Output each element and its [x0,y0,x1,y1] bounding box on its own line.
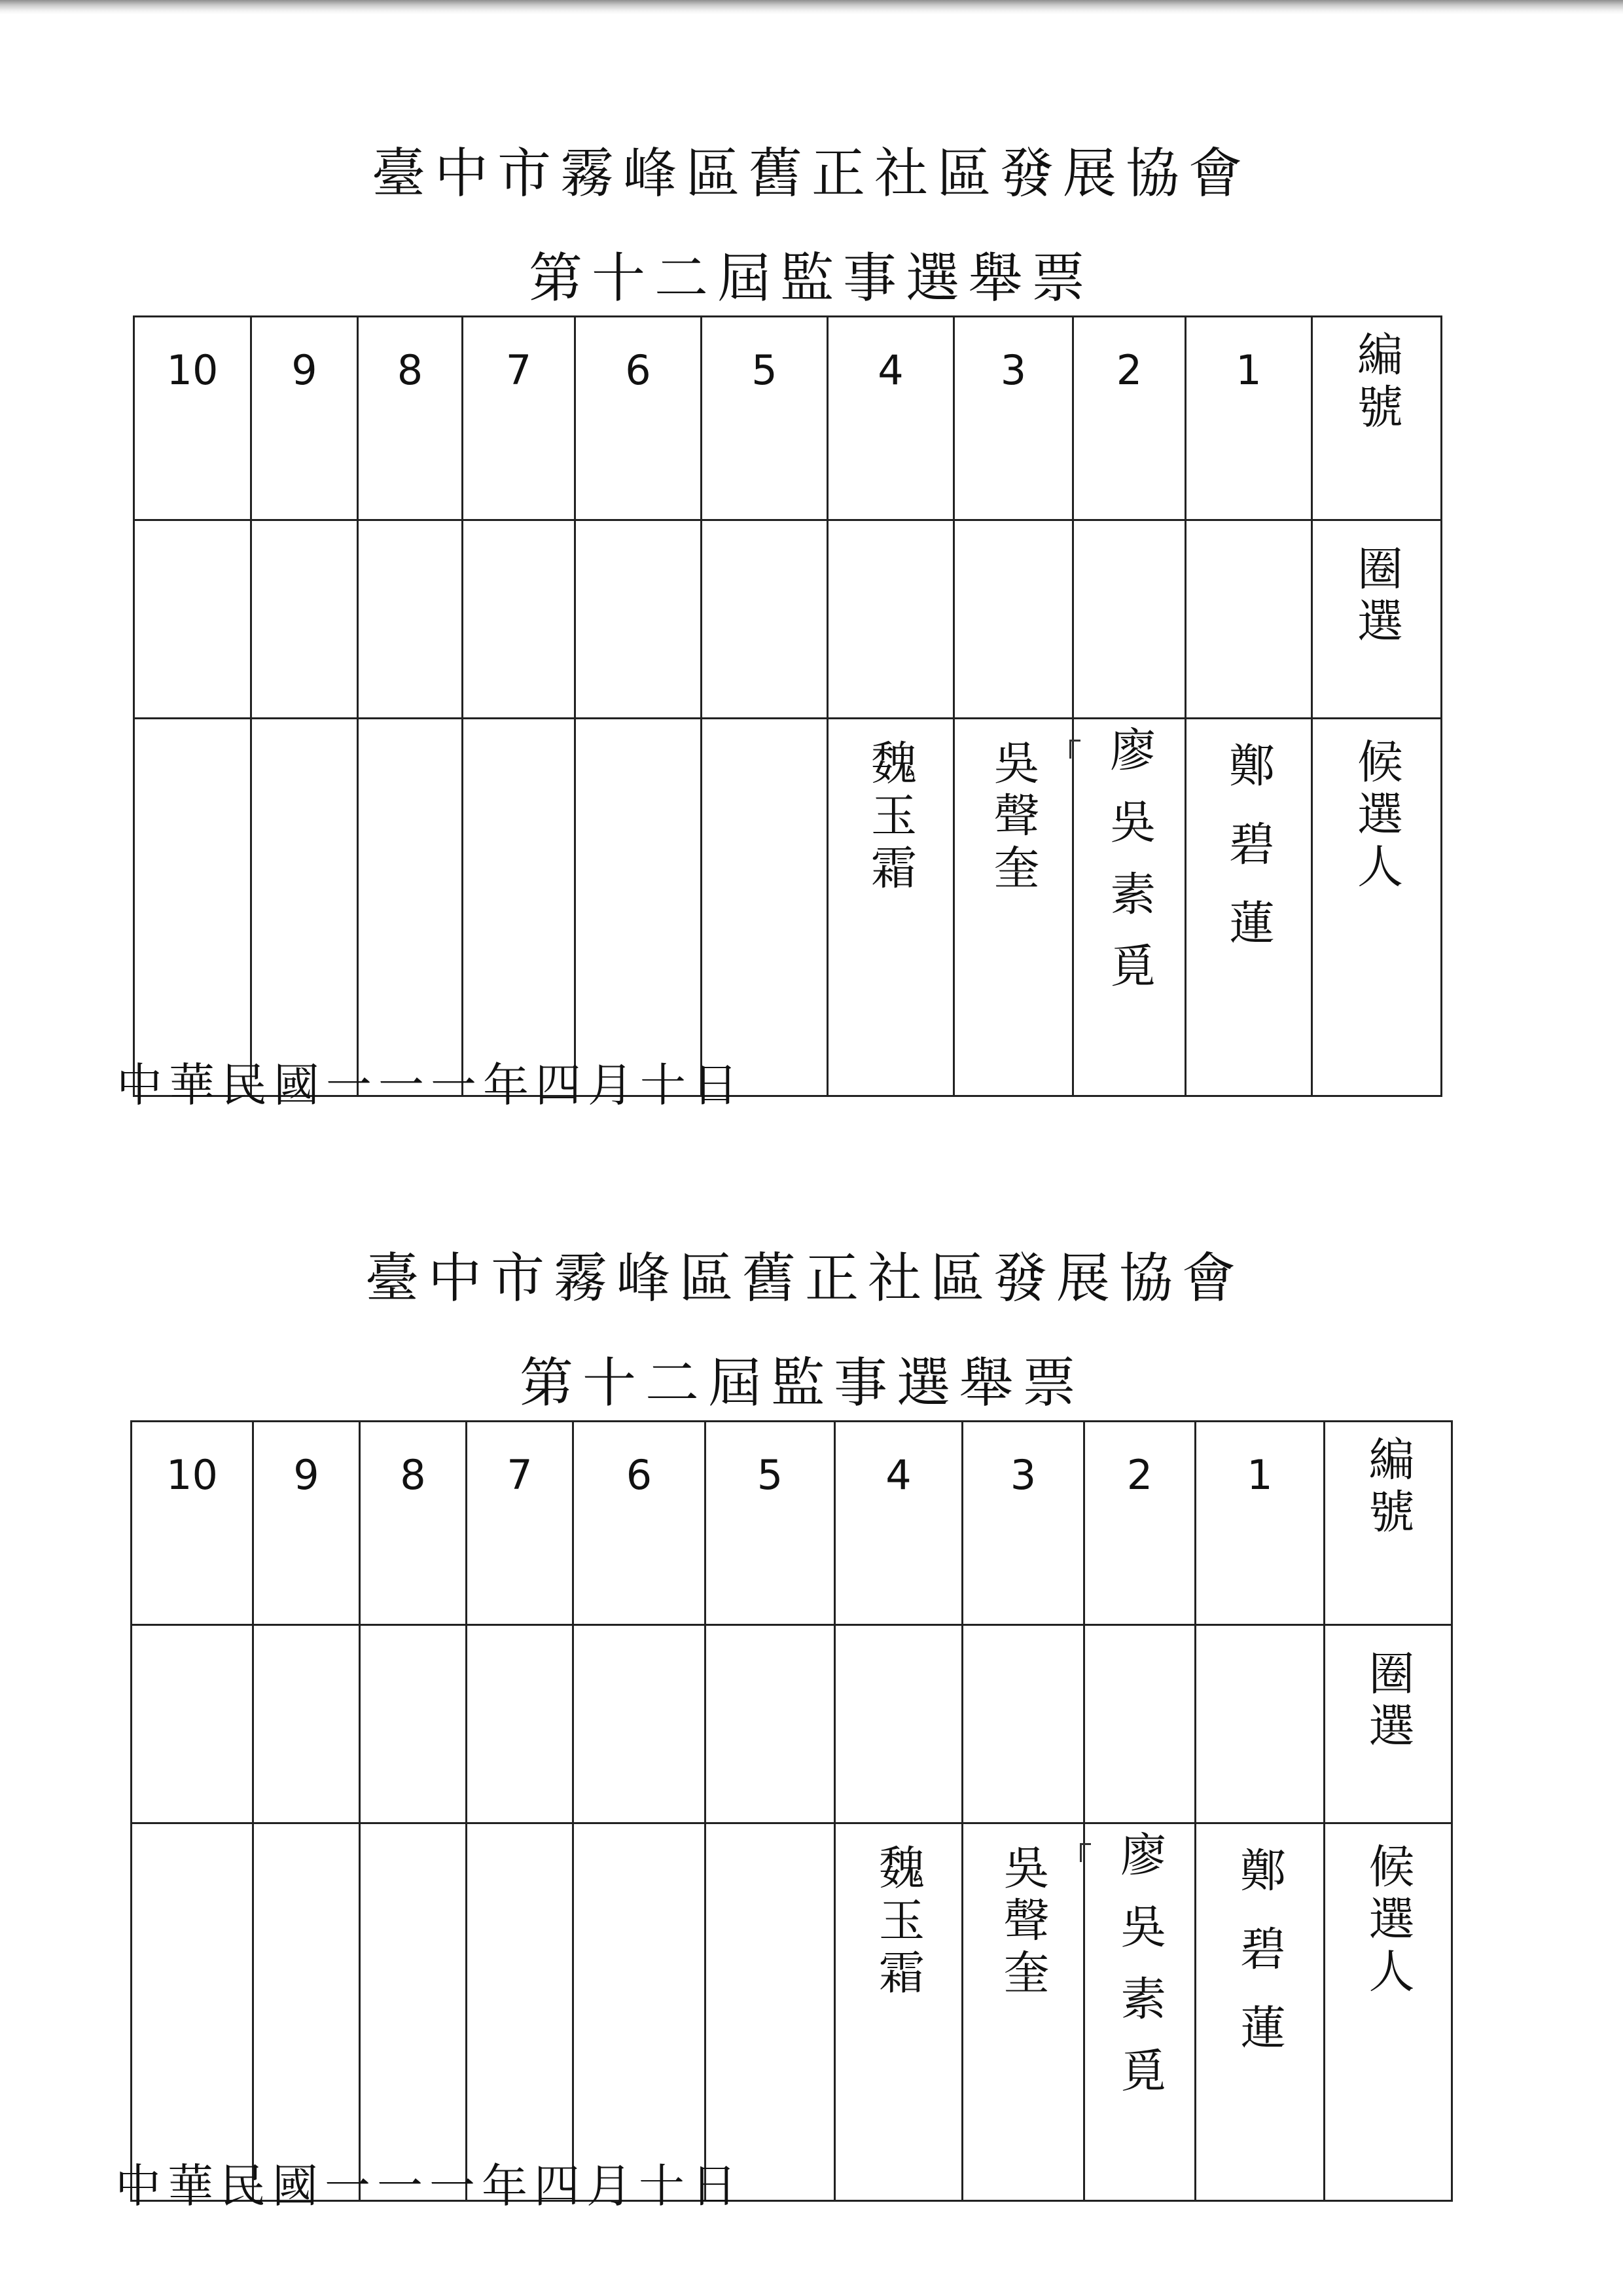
ballot-title: 第十二屆監事選舉票 [528,247,1094,310]
column-number-7: 7 [467,1422,573,1625]
column-number-7: 7 [463,317,575,520]
column-number-5: 5 [705,1422,835,1625]
candidate-cell-2 [1073,719,1186,1096]
number-row-label [1312,317,1442,520]
candidate-cell-9 [251,719,358,1096]
ballot-date: 中華民國一一一年四月十日 [116,1058,745,1112]
circle-box-9[interactable] [251,520,358,719]
ballot-table [133,315,1442,1097]
circle-box-4[interactable] [835,1625,963,1823]
candidate-name-2: 廖吳素覓 [1102,726,1156,1014]
circle-box-6[interactable] [575,520,702,719]
column-number-3: 3 [954,317,1073,520]
column-number-4: 4 [828,317,954,520]
candidate-name-1: 鄭碧蓮 [1221,742,1275,977]
column-number-6: 6 [575,317,702,520]
ballot-table [130,1420,1453,2202]
number-label-text: 編號 [1361,1435,1415,1540]
column-number-9: 9 [251,317,358,520]
circle-box-3[interactable] [963,1625,1084,1823]
circle-box-10[interactable] [134,520,251,719]
candidate-name-2: 廖吳素覓 [1113,1831,1167,2119]
column-number-3: 3 [963,1422,1084,1625]
circle-box-3[interactable] [954,520,1073,719]
candidate-row [132,1823,1452,2201]
circle-box-9[interactable] [253,1625,360,1823]
number-row [134,317,1442,520]
circle-box-1[interactable] [1196,1625,1325,1823]
circle-box-8[interactable] [360,1625,467,1823]
number-label-text: 編號 [1349,331,1404,435]
candidate-cell-10 [132,1823,253,2201]
ballot-date: 中華民國一一一年四月十日 [115,2159,743,2213]
column-number-9: 9 [253,1422,360,1625]
candidate-cell-1 [1186,719,1312,1096]
candidate-cell-3 [963,1823,1084,2201]
ballot-sheet-1 [0,0,1623,1112]
candidate-cell-10 [134,719,251,1096]
column-number-1: 1 [1186,317,1312,520]
candidate-cell-6 [573,1823,705,2201]
candidate-label-text: 候選人 [1361,1842,1415,2000]
column-number-2: 2 [1073,317,1186,520]
candidate-cell-8 [358,719,463,1096]
candidate-cell-9 [253,1823,360,2201]
candidate-name-4: 魏玉霜 [871,1844,925,2001]
circle-box-7[interactable] [463,520,575,719]
number-row [132,1422,1452,1625]
circle-box-1[interactable] [1186,520,1312,719]
column-number-6: 6 [573,1422,705,1625]
circle-box-2[interactable] [1084,1625,1196,1823]
candidate-cell-4 [828,719,954,1096]
circle-box-10[interactable] [132,1625,253,1823]
circle-box-5[interactable] [702,520,828,719]
circle-box-6[interactable] [573,1625,705,1823]
circle-box-2[interactable] [1073,520,1186,719]
circle-box-4[interactable] [828,520,954,719]
column-number-2: 2 [1084,1422,1196,1625]
circle-box-5[interactable] [705,1625,835,1823]
column-number-8: 8 [358,317,463,520]
organization-title: 臺中市霧峰區舊正社區發展協會 [371,143,1251,205]
circle-box-7[interactable] [467,1625,573,1823]
candidate-name-4: 魏玉霜 [863,739,918,896]
column-number-4: 4 [835,1422,963,1625]
column-number-1: 1 [1196,1422,1325,1625]
candidate-row-label [1325,1823,1452,2201]
column-number-10: 10 [134,317,251,520]
circle-select-row [134,520,1442,719]
candidate-name-3: 吳聲奎 [986,739,1040,896]
candidate-cell-7 [467,1823,573,2201]
circle-label-text: 圈選 [1349,545,1404,649]
column-number-10: 10 [132,1422,253,1625]
circle-label-text: 圈選 [1361,1649,1415,1754]
circle-box-8[interactable] [358,520,463,719]
candidate-row [134,719,1442,1096]
circle-row-label [1325,1625,1452,1823]
candidate-cell-1 [1196,1823,1325,2201]
column-number-8: 8 [360,1422,467,1625]
stray-pen-mark [1069,740,1080,759]
stray-pen-mark [1080,1843,1091,1862]
candidate-cell-2 [1084,1823,1196,2201]
candidate-cell-6 [575,719,702,1096]
ballot-sheet-2 [0,1105,1623,2213]
candidate-cell-3 [954,719,1073,1096]
candidate-cell-5 [702,719,828,1096]
circle-select-row [132,1625,1452,1823]
candidate-label-text: 候選人 [1349,738,1404,895]
column-number-5: 5 [702,317,828,520]
ballot-title: 第十二屆監事選舉票 [519,1352,1085,1414]
circle-row-label [1312,520,1442,719]
candidate-name-1: 鄭碧蓮 [1232,1846,1287,2082]
number-row-label [1325,1422,1452,1625]
candidate-cell-7 [463,719,575,1096]
candidate-name-3: 吳聲奎 [996,1844,1050,2001]
candidate-row-label [1312,719,1442,1096]
organization-title: 臺中市霧峰區舊正社區發展協會 [365,1247,1245,1310]
candidate-cell-4 [835,1823,963,2201]
candidate-cell-5 [705,1823,835,2201]
candidate-cell-8 [360,1823,467,2201]
